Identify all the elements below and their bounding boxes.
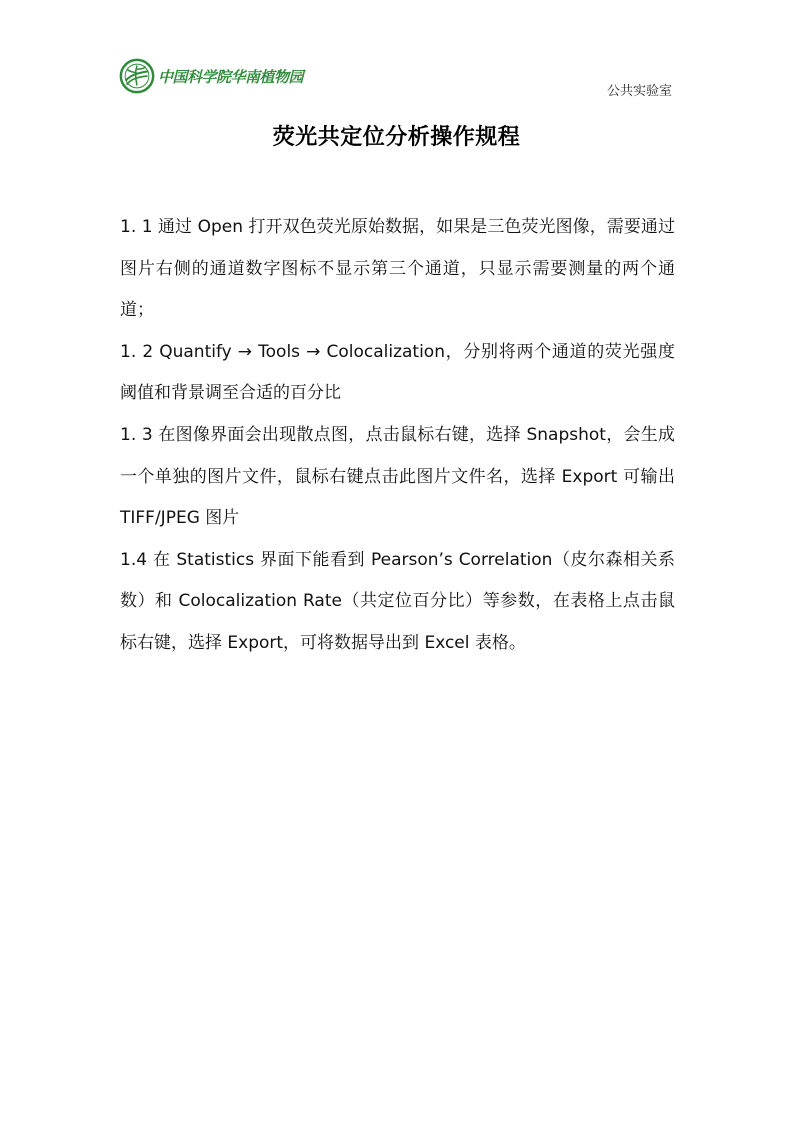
document-body xyxy=(120,207,675,665)
institute-logo xyxy=(118,56,303,96)
step-1-1: 1. 1 通过 Open 打开双色荧光原始数据，如果是三色荧光图像，需要通过图片右侧的通道数字图标不显示第三个通道，只显示需要测量的两个通道； xyxy=(120,217,675,321)
step-1-4: 1.4 在 Statistics 界面下能看到 Pearson’s Correlation（皮尔森相关系数）和 Colocalization Rate（共定位百分比）等参数，在表格上点击鼠标右键，选择 Export，可将数据导出到 Excel 表格。 xyxy=(120,549,675,653)
step-1-3: 1. 3 在图像界面会出现散点图，点击鼠标右键，选择 Snapshot，会生成一个单独的图片文件，鼠标右键点击此图片文件名，选择 Export 可输出 TIFF/JPEG 图片 xyxy=(120,424,675,529)
lab-name: 公共实验室 xyxy=(606,84,672,99)
page-header xyxy=(118,56,678,100)
step-1-2: 1. 2 Quantify → Tools → Colocalization，分别将两个通道的荧光强度阈值和背景调至合适的百分比 xyxy=(120,341,675,404)
logo-text: 中国科学院华南植物园 xyxy=(158,67,304,86)
institute-emblem-icon xyxy=(118,57,156,95)
document-title: 荧光共定位分析操作规程 xyxy=(272,125,521,150)
